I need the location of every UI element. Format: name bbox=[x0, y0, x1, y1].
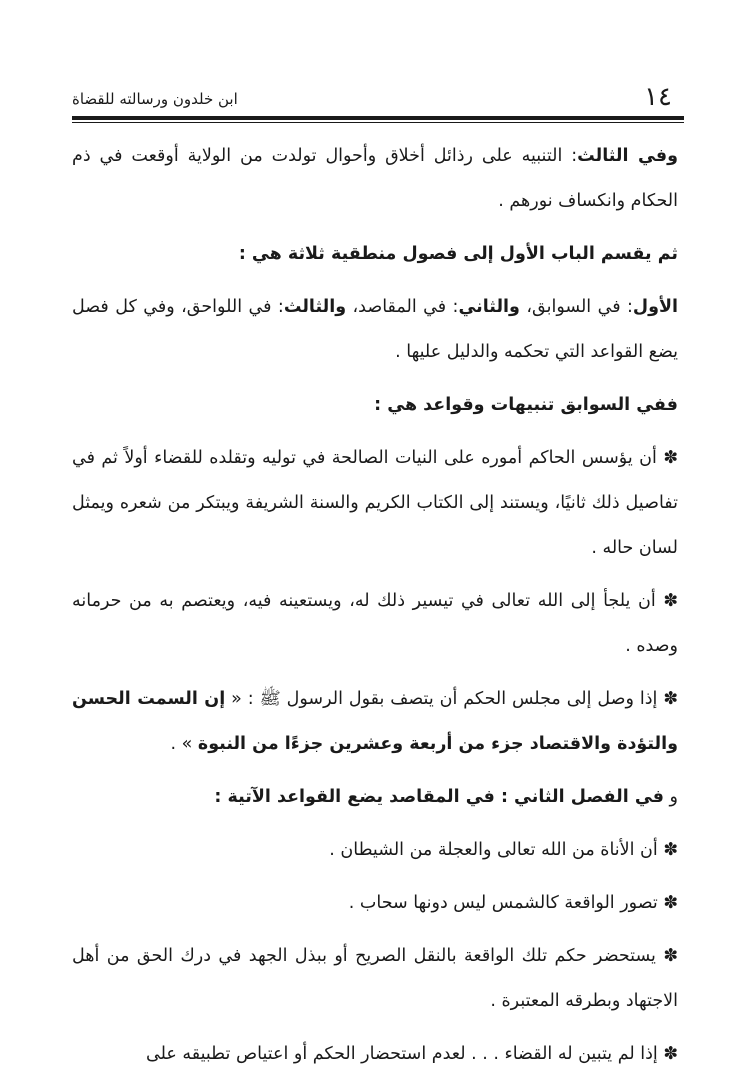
heading-precedents: ففي السوابق تنبيهات وقواعد هي : bbox=[374, 395, 678, 415]
rule-item-hadith bbox=[72, 677, 678, 767]
body-text bbox=[72, 134, 678, 1077]
rule-item-intentions: ✽ أن يؤسس الحاكم أموره على النيات الصالحة في توليه وتقلده للقضاء أولاً ثم في تفاصيل ذلك ثانيًا، ويستند إلى الكتاب الكريم والسنة الشريفة ويبتكر من شعره ويمثل لسان حاله . bbox=[72, 448, 678, 558]
paragraph-three-chapters bbox=[72, 285, 678, 375]
header-rule-thick bbox=[72, 116, 684, 120]
paragraph-text: » . bbox=[170, 734, 198, 754]
paragraph-third-section bbox=[72, 134, 678, 224]
rule-item-ijtihad: ✽ يستحضر حكم تلك الواقعة بالنقل الصريح أو ببذل الجهد في درك الحق من أهل الاجتهاد وبطرقه المعتبرة . bbox=[72, 946, 678, 1011]
running-title: ابن خلدون ورسالته للقضاة bbox=[72, 90, 238, 108]
paragraph-text: : التنبيه على رذائل أخلاق وأحوال تولدت من الولاية أوقعت في ذم الحكام وانكساف نورهم . bbox=[72, 146, 678, 211]
lead-second: والثاني bbox=[458, 297, 520, 317]
paragraph-text: ✽ إذا وصل إلى مجلس الحكم أن يتصف بقول الرسول ﷺ : « bbox=[225, 689, 678, 709]
rule-item-seek-god: ✽ أن يلجأ إلى الله تعالى في تيسير ذلك له، ويستعينه فيه، ويعتصم به من حرمانه وصده . bbox=[72, 591, 678, 656]
heading-second-chapter bbox=[72, 775, 678, 820]
hadith-quote: إن السمت الحسن والتؤدة والاقتصاد جزء من أربعة وعشرين جزءًا من النبوة bbox=[72, 689, 678, 754]
paragraph-text: و bbox=[663, 787, 678, 807]
lead-first: الأول bbox=[632, 297, 678, 317]
rule-item-clarity: ✽ تصور الواقعة كالشمس ليس دونها سحاب . bbox=[348, 893, 678, 913]
rule-item-unclear-judgment: ✽ إذا لم يتبين له القضاء . . . لعدم استحضار الحكم أو اعتياص تطبيقه على bbox=[146, 1044, 678, 1064]
header-rule-thin bbox=[72, 122, 684, 123]
lead-third: وفي الثالث bbox=[577, 146, 678, 166]
paragraph-text: : في السوابق، bbox=[519, 297, 633, 317]
heading-text: في الفصل الثاني : في المقاصد يضع القواعد الآتية : bbox=[214, 787, 664, 807]
page-number: ١٤ bbox=[644, 82, 672, 112]
heading-three-chapters: ثم يقسم الباب الأول إلى فصول منطقية ثلاثة هي : bbox=[238, 244, 678, 264]
page-header bbox=[72, 82, 672, 116]
paragraph-text: : في اللواحق، وفي كل فصل يضع القواعد التي تحكمه والدليل عليها . bbox=[72, 297, 678, 362]
lead-third-chapter: والثالث bbox=[283, 297, 347, 317]
rule-item-patience: ✽ أن الأناة من الله تعالى والعجلة من الشيطان . bbox=[329, 840, 678, 860]
paragraph-text: : في المقاصد، bbox=[346, 297, 459, 317]
